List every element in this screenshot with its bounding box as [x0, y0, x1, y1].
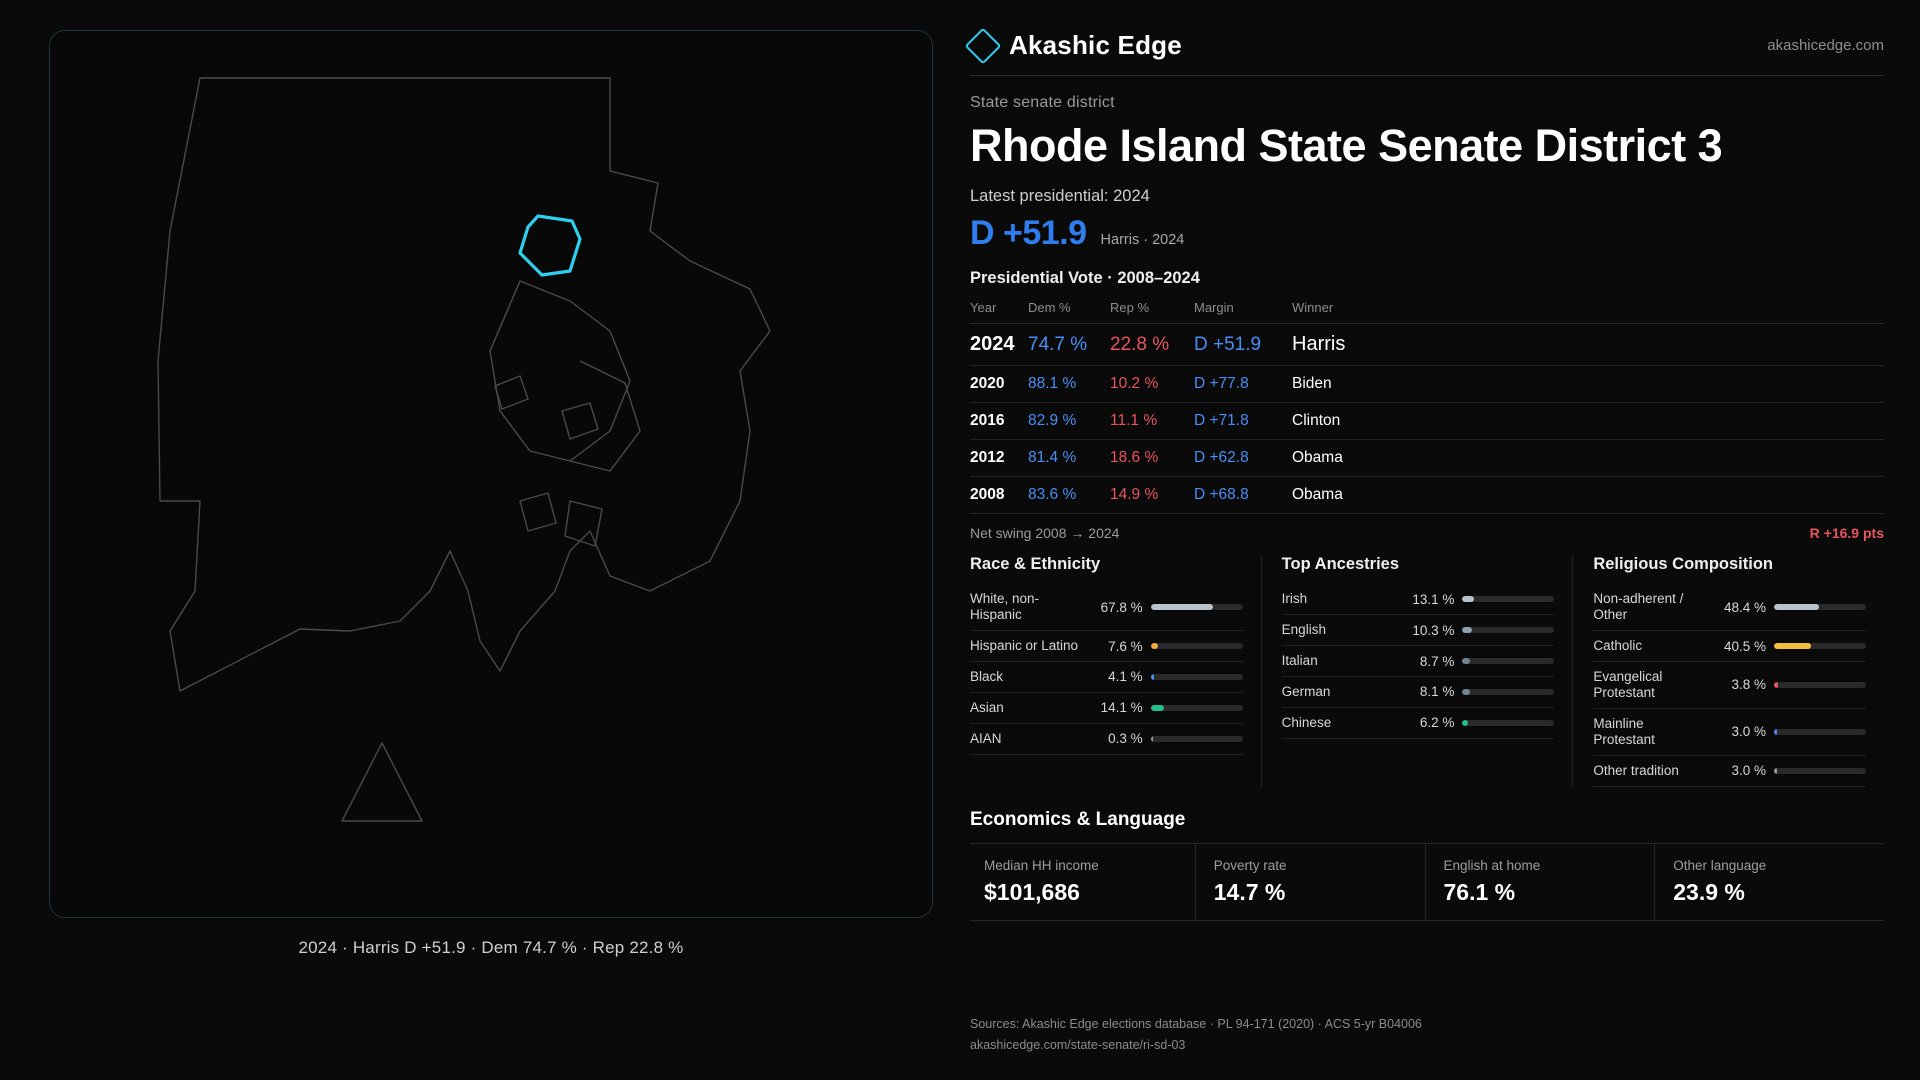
econ-label: Median HH income	[984, 857, 1099, 873]
ancestry-title: Top Ancestries	[1281, 555, 1400, 574]
net-swing-label: Net swing 2008 → 2024	[970, 525, 1120, 542]
econ-cell	[1195, 844, 1425, 920]
ancestry-label: Irish	[1281, 591, 1308, 607]
table-header-row	[970, 300, 1884, 324]
sources-url[interactable]: akashicedge.com/state-senate/ri-sd-03	[970, 1037, 1186, 1052]
race-label: White, non-Hispanic	[970, 591, 1040, 623]
race-ethnicity-panel	[970, 555, 1261, 786]
votes-section-title: Presidential Vote · 2008–2024	[970, 269, 1200, 288]
econ-value: $101,686	[984, 878, 1080, 905]
race-bar	[1151, 705, 1243, 711]
ancestry-bar	[1462, 658, 1554, 664]
state-map	[50, 31, 934, 919]
religion-value: 3.0 %	[1731, 724, 1767, 740]
cell-dem: 88.1 %	[1028, 366, 1110, 403]
net-swing-row	[970, 525, 1884, 541]
cell-dem: 83.6 %	[1028, 477, 1110, 514]
race-label: AIAN	[970, 730, 1002, 746]
table-row	[970, 366, 1884, 403]
cell-year: 2012	[970, 440, 1028, 477]
race-value: 4.1 %	[1108, 669, 1143, 685]
list-item	[970, 724, 1243, 755]
religion-bar	[1774, 729, 1866, 735]
ancestry-value: 8.1 %	[1419, 684, 1455, 700]
cell-winner: Obama	[1292, 440, 1884, 477]
table-row	[970, 403, 1884, 440]
religion-bar	[1774, 643, 1866, 649]
latest-presidential-label: Latest presidential: 2024	[970, 187, 1150, 206]
ancestry-value: 6.2 %	[1419, 715, 1455, 731]
cell-year: 2008	[970, 477, 1028, 514]
cell-margin: D +62.8	[1194, 440, 1292, 477]
religious-composition-panel	[1572, 555, 1884, 786]
race-bar	[1151, 674, 1243, 680]
religion-bar	[1774, 604, 1866, 610]
cell-winner: Clinton	[1292, 403, 1884, 440]
ancestry-label: English	[1281, 622, 1326, 638]
race-label: Hispanic or Latino	[970, 638, 1079, 654]
econ-value: 76.1 %	[1443, 878, 1516, 905]
ancestry-bar	[1462, 627, 1554, 633]
race-bar	[1151, 643, 1243, 649]
cell-year: 2024	[970, 324, 1028, 366]
economics-title: Economics & Language	[970, 808, 1186, 830]
list-item	[1282, 708, 1555, 739]
table-row	[970, 324, 1884, 366]
list-item	[970, 693, 1243, 724]
ancestry-value: 8.7 %	[1419, 653, 1455, 669]
list-item	[970, 631, 1243, 662]
brand-site: akashicedge.com	[1767, 37, 1884, 54]
religion-label: Evangelical Protestant	[1593, 669, 1663, 700]
col-winner: Winner	[1292, 300, 1884, 324]
economics-grid	[970, 843, 1884, 921]
cell-rep: 11.1 %	[1110, 403, 1194, 440]
cell-rep: 10.2 %	[1110, 366, 1194, 403]
cell-rep: 22.8 %	[1110, 324, 1194, 366]
religion-label: Other tradition	[1593, 762, 1679, 778]
diamond-icon	[965, 27, 1002, 64]
cell-year: 2016	[970, 403, 1028, 440]
list-item	[1282, 615, 1555, 646]
map-caption: 2024 · Harris D +51.9 · Dem 74.7 % · Rep 22.8 %	[298, 938, 684, 957]
race-value: 7.6 %	[1108, 638, 1143, 654]
cell-margin: D +77.8	[1194, 366, 1292, 403]
list-item	[1282, 584, 1555, 615]
econ-label: English at home	[1443, 857, 1541, 873]
econ-value: 14.7 %	[1213, 878, 1286, 905]
race-value: 14.1 %	[1100, 700, 1143, 716]
race-label: Asian	[970, 699, 1004, 715]
top-ancestries-panel	[1261, 555, 1573, 786]
ancestry-label: Chinese	[1281, 714, 1332, 730]
cell-margin: D +71.8	[1194, 403, 1292, 440]
map-frame[interactable]	[49, 30, 933, 918]
race-value: 67.8 %	[1100, 599, 1143, 615]
list-item	[970, 584, 1243, 631]
cell-dem: 81.4 %	[1028, 440, 1110, 477]
margin-note: Harris · 2024	[1100, 232, 1185, 249]
ancestry-bar	[1462, 596, 1554, 602]
race-bar	[1151, 604, 1243, 610]
table-row	[970, 477, 1884, 514]
eyebrow-label: State senate district	[970, 94, 1115, 111]
col-year: Year	[970, 300, 1028, 324]
cell-winner: Harris	[1292, 324, 1884, 366]
cell-dem: 74.7 %	[1028, 324, 1110, 366]
ancestry-bar	[1462, 720, 1554, 726]
cell-rep: 18.6 %	[1110, 440, 1194, 477]
religion-title: Religious Composition	[1593, 555, 1774, 574]
ancestry-value: 13.1 %	[1412, 591, 1455, 607]
presidential-vote-table	[970, 300, 1884, 514]
religion-value: 3.0 %	[1731, 763, 1767, 779]
race-bar	[1151, 736, 1243, 742]
cell-winner: Biden	[1292, 366, 1884, 403]
sources-block	[970, 988, 1884, 1057]
list-item	[1282, 646, 1555, 677]
ancestry-value: 10.3 %	[1412, 622, 1455, 638]
list-item	[970, 662, 1243, 693]
info-column	[970, 30, 1884, 1056]
list-item	[1593, 584, 1866, 631]
ancestry-label: Italian	[1281, 653, 1318, 669]
ancestry-label: German	[1281, 684, 1331, 700]
econ-label: Poverty rate	[1213, 857, 1287, 873]
race-title: Race & Ethnicity	[970, 555, 1101, 574]
religion-bar	[1774, 768, 1866, 774]
col-margin: Margin	[1194, 300, 1292, 324]
econ-cell	[970, 844, 1195, 920]
headline-margin	[970, 214, 1884, 253]
cell-rep: 14.9 %	[1110, 477, 1194, 514]
highlighted-district-shape	[520, 216, 580, 275]
race-label: Black	[970, 669, 1004, 685]
econ-value: 23.9 %	[1673, 878, 1745, 905]
religion-value: 48.4 %	[1723, 599, 1767, 615]
list-item	[1593, 631, 1866, 662]
religion-value: 40.5 %	[1723, 638, 1767, 654]
cell-margin: D +51.9	[1194, 324, 1292, 366]
econ-cell	[1425, 844, 1655, 920]
list-item	[1593, 662, 1866, 709]
econ-cell	[1654, 844, 1884, 920]
ancestry-bar	[1462, 689, 1554, 695]
brand-name: Akashic Edge	[1009, 30, 1182, 60]
cell-dem: 82.9 %	[1028, 403, 1110, 440]
list-item	[1593, 756, 1866, 787]
race-value: 0.3 %	[1108, 731, 1143, 747]
religion-value: 3.8 %	[1731, 677, 1767, 693]
net-swing-value: R +16.9 pts	[1809, 525, 1884, 542]
col-rep: Rep %	[1110, 300, 1194, 324]
col-dem: Dem %	[1028, 300, 1110, 324]
table-row	[970, 440, 1884, 477]
list-item	[1593, 709, 1866, 756]
map-column	[46, 30, 936, 1056]
sources-line: Sources: Akashic Edge elections database · PL 94-171 (2020) · ACS 5-yr B04006	[970, 1016, 1422, 1031]
religion-label: Mainline Protestant	[1593, 715, 1655, 747]
page-title: Rhode Island State Senate District 3	[970, 120, 1723, 171]
religion-label: Catholic	[1593, 638, 1643, 654]
cell-year: 2020	[970, 366, 1028, 403]
list-item	[1282, 677, 1555, 708]
religion-label: Non-adherent / Other	[1593, 591, 1684, 623]
cell-margin: D +68.8	[1194, 477, 1292, 514]
demographics-grid	[970, 555, 1884, 786]
brand-header	[970, 30, 1884, 76]
margin-value: D +51.9	[970, 214, 1087, 253]
econ-label: Other language	[1673, 857, 1767, 873]
religion-bar	[1774, 682, 1866, 688]
cell-winner: Obama	[1292, 477, 1884, 514]
